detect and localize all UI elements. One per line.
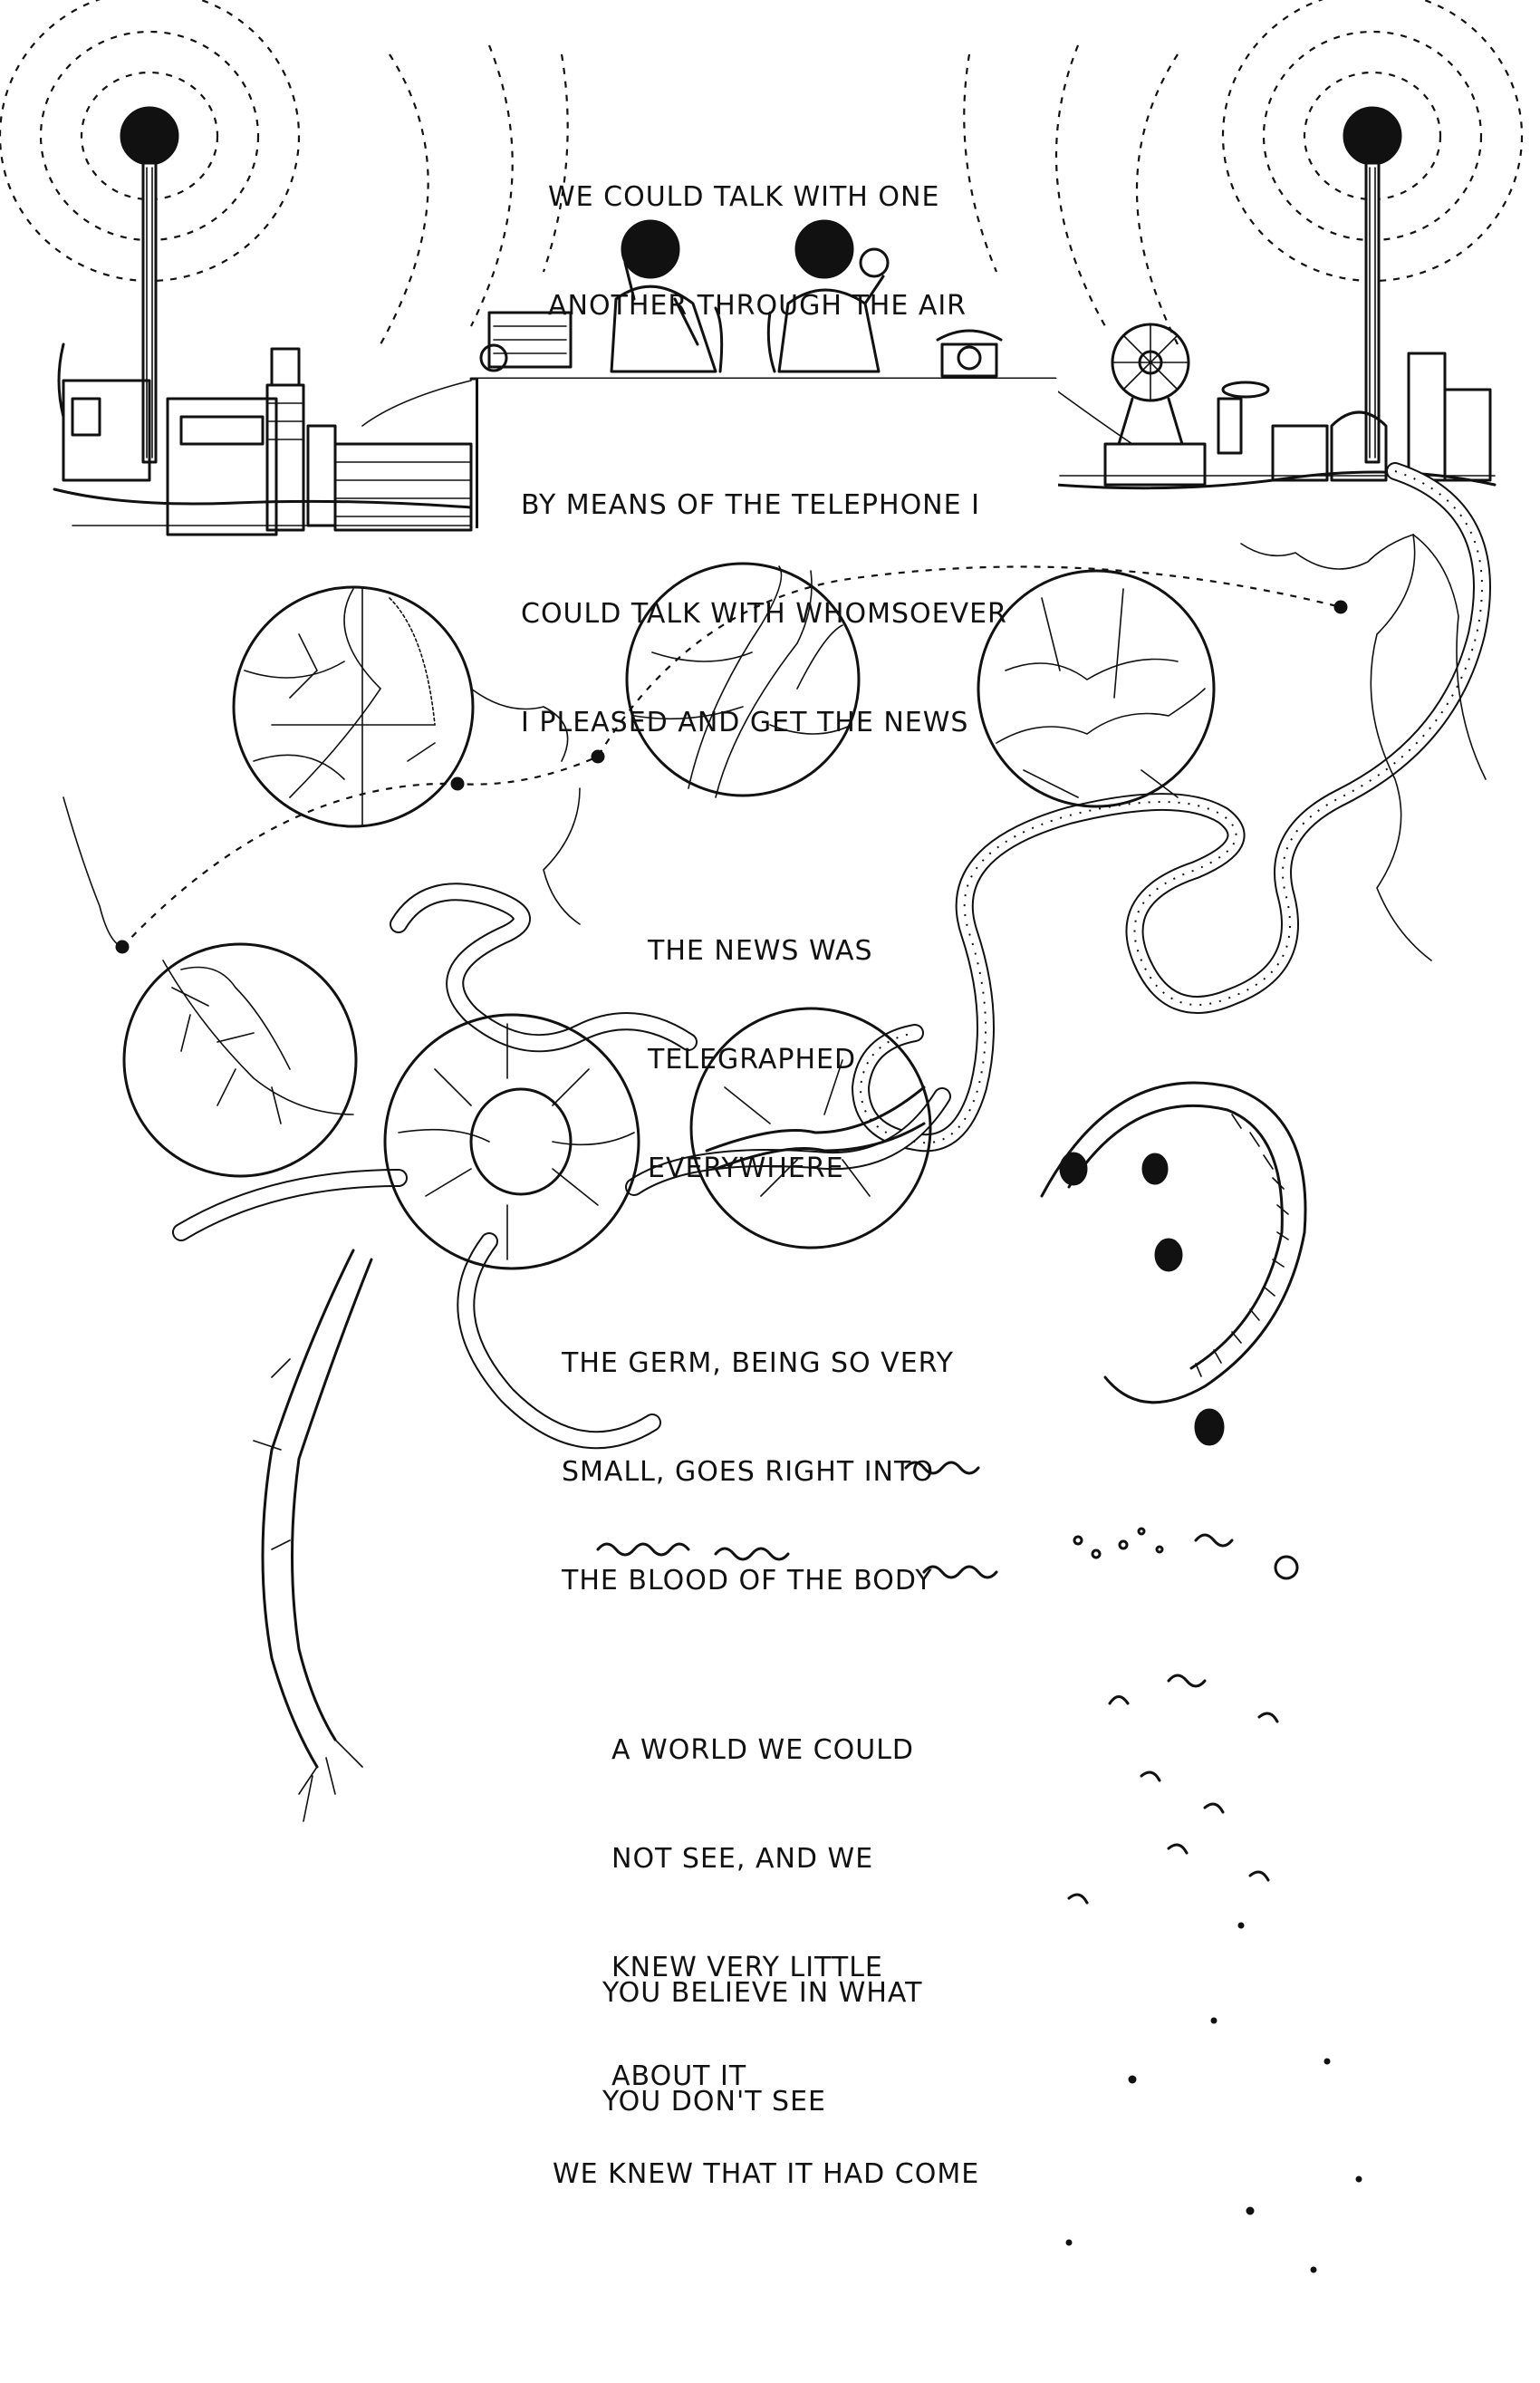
caption-telephone: [521, 415, 1007, 777]
caption-had-come: [553, 2084, 979, 2229]
caption-germ: [562, 1273, 954, 1635]
caption-line: SMALL, GOES RIGHT INTO: [562, 1456, 934, 1488]
caption-line: ANOTHER THROUGH THE AIR: [548, 290, 967, 322]
radio-tower-right-icon: [1343, 107, 1401, 462]
caption-line: KNEW VERY LITTLE: [611, 1952, 883, 1983]
machinery-right: [1055, 324, 1495, 488]
caption-line: TELEGRAPHED: [648, 1044, 857, 1076]
caption-line: WE KNEW THAT IT HAD COME: [553, 2158, 980, 2190]
caption-line: COULD TALK WITH WHOMSOEVER: [521, 598, 1007, 630]
vessel-root-icon: [254, 1250, 371, 1821]
caption-air: [548, 107, 967, 361]
caption-line: YOU DON'T SEE: [602, 2086, 827, 2118]
machinery-left: [54, 344, 471, 535]
caption-line: THE NEWS WAS: [648, 935, 873, 967]
caption-line: THE BLOOD OF THE BODY: [562, 1565, 933, 1597]
caption-line: NOT SEE, AND WE: [611, 1843, 874, 1875]
caption-line: BY MEANS OF THE TELEPHONE I: [521, 489, 980, 521]
caption-line: THE GERM, BEING SO VERY: [562, 1347, 954, 1379]
caption-line: ABOUT IT: [611, 2060, 747, 2092]
caption-line: A WORLD WE COULD: [611, 1734, 915, 1766]
germ-cell-icon: [1042, 1083, 1305, 1445]
caption-line: WE COULD TALK WITH ONE: [548, 181, 940, 213]
caption-telegraphed: [648, 861, 873, 1223]
caption-line: YOU BELIEVE IN WHAT: [602, 1977, 923, 2009]
caption-line: EVERYWHERE: [648, 1153, 844, 1184]
caption-line: I PLEASED AND GET THE NEWS: [521, 707, 969, 738]
